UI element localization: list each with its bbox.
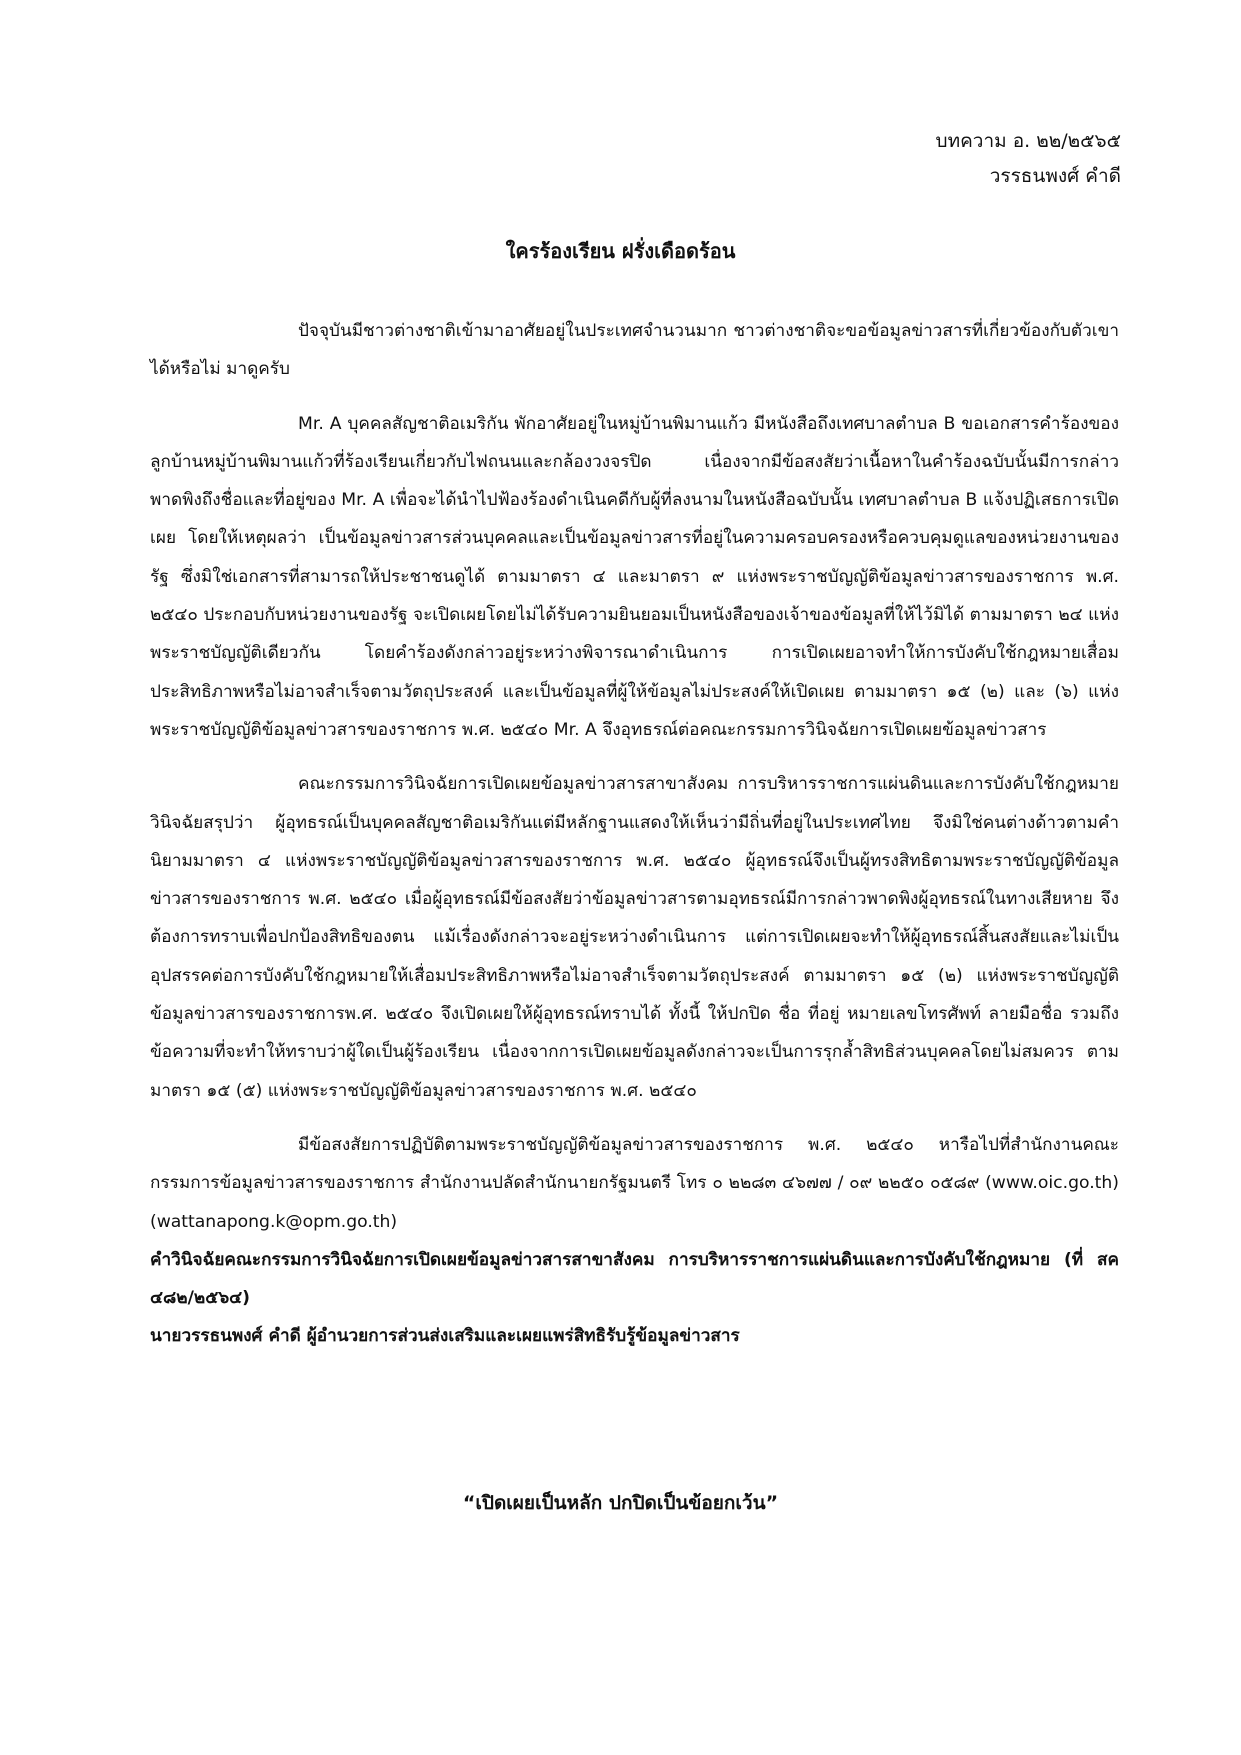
article-reference: บทความ อ. ๒๒/๒๕๖๕ <box>935 130 1121 152</box>
article-meta <box>936 124 1121 194</box>
author-title: นายวรรธนพงศ์ คำดี ผู้อำนวยการส่วนส่งเสริมและเผยแพร่สิทธิรับรู้ข้อมูลข่าวสาร <box>150 1326 740 1347</box>
paragraph-case-facts: Mr. A บุคคลสัญชาติอเมริกัน พักอาศัยอยู่ในหมู่บ้านพิมานแก้ว มีหนังสือถึงเทศบาลตำบล B ขอเอกสารคำร้องของลูกบ้านหมู่บ้านพิมานแก้วที่ร้องเรียนเกี่ยวกับไฟถนนและกล้องวงจรปิด เนื่องจากมีข้อสงสัยว่าเนื้อหาในคำร้องฉบับนั้นมีการกล่าวพาดพิงถึงชื่อและที่อยู่ของ Mr. A เพื่อจะได้นำไปฟ้องร้องดำเนินคดีกับผู้ที่ลงนามในหนังสือฉบับนั้น เทศบาลตำบล B แจ้งปฏิเสธการเปิดเผย โดยให้เหตุผลว่า เป็นข้อมูลข่าวสารส่วนบุคคลและเป็นข้อมูลข่าวสารที่อยู่ในความครอบครองหรือควบคุมดูแลของหน่วยงานของรัฐ ซึ่งมิใช่เอกสารที่สามารถให้ประชาชนดูได้ ตามมาตรา ๔ และมาตรา ๙ แห่งพระราชบัญญัติข้อมูลข่าวสารของราชการ พ.ศ. ๒๕๔๐ ประกอบกับหน่วยงานของรัฐ จะเปิดเผยโดยไม่ได้รับความยินยอมเป็นหนังสือของเจ้าของข้อมูลที่ให้ไว้มิได้ ตามมาตรา ๒๔ แห่งพระราชบัญญัติเดียวกัน โดยคำร้องดังกล่าวอยู่ระหว่างพิจารณาดำเนินการ การเปิดเผยอาจทำให้การบังคับใช้กฎหมายเสื่อมประสิทธิภาพหรือไม่อาจสำเร็จตามวัตถุประสงค์ และเป็นข้อมูลที่ผู้ให้ข้อมูลไม่ประสงค์ให้เปิดเผย ตามมาตรา ๑๕ (๒) และ (๖) แห่งพระราชบัญญัติข้อมูลข่าวสารของราชการ พ.ศ. ๒๕๔๐ Mr. A จึงอุทธรณ์ต่อคณะกรรมการวินิจฉัยการเปิดเผยข้อมูลข่าวสาร <box>150 413 1119 740</box>
paragraph-contact-info: มีข้อสงสัยการปฏิบัติตามพระราชบัญญัติข้อมูลข่าวสารของราชการ พ.ศ. ๒๕๔๐ หารือไปที่สำนักงานคณะกรรมการข้อมูลข่าวสารของราชการ สำนักงานปลัดสำนักนายกรัฐมนตรี โทร ๐ ๒๒๘๓ ๔๖๗๗ / ๐๙ ๒๒๕๐ ๐๕๘๙ (www.oic.go.th) (wattanapong.k@opm.go.th) <box>150 1134 1119 1232</box>
decision-reference: คำวินิจฉัยคณะกรรมการวินิจฉัยการเปิดเผยข้อมูลข่าวสารสาขาสังคม การบริหารราชการแผ่นดินและการบังคับใช้กฎหมาย (ที่ สค ๔๘๒/๒๕๖๔) <box>150 1249 1119 1309</box>
paragraph-committee-decision: คณะกรรมการวินิจฉัยการเปิดเผยข้อมูลข่าวสารสาขาสังคม การบริหารราชการแผ่นดินและการบังคับใช้กฎหมาย วินิจฉัยสรุปว่า ผู้อุทธรณ์เป็นบุคคลสัญชาติอเมริกันแต่มีหลักฐานแสดงให้เห็นว่ามีถิ่นที่อยู่ในประเทศไทย จึงมิใช่คนต่างด้าวตามคำนิยามมาตรา ๔ แห่งพระราชบัญญัติข้อมูลข่าวสารของราชการ พ.ศ. ๒๕๔๐ ผู้อุทธรณ์จึงเป็นผู้ทรงสิทธิตามพระราชบัญญัติข้อมูลข่าวสารของราชการ พ.ศ. ๒๕๔๐ เมื่อผู้อุทธรณ์มีข้อสงสัยว่าข้อมูลข่าวสารตามอุทธรณ์มีการกล่าวพาดพิงผู้อุทธรณ์ในทางเสียหาย จึงต้องการทราบเพื่อปกป้องสิทธิของตน แม้เรื่องดังกล่าวจะอยู่ระหว่างดำเนินการ แต่การเปิดเผยจะทำให้ผู้อุทธรณ์สิ้นสงสัยและไม่เป็นอุปสรรคต่อการบังคับใช้กฎหมายให้เสื่อมประสิทธิภาพหรือไม่อาจสำเร็จตามวัตถุประสงค์ ตามมาตรา ๑๕ (๒) แห่งพระราชบัญญัติข้อมูลข่าวสารของราชการพ.ศ. ๒๕๔๐ จึงเปิดเผยให้ผู้อุทธรณ์ทราบได้ ทั้งนี้ ให้ปกปิด ชื่อ ที่อยู่ หมายเลขโทรศัพท์ ลายมือชื่อ รวมถึงข้อความที่จะทำให้ทราบว่าผู้ใดเป็นผู้ร้องเรียน เนื่องจากการเปิดเผยข้อมูลดังกล่าวจะเป็นการรุกล้ำสิทธิส่วนบุคคลโดยไม่สมควร ตามมาตรา ๑๕ (๕) แห่งพระราชบัญญัติข้อมูลข่าวสารของราชการ พ.ศ. ๒๕๔๐ <box>150 774 1119 1101</box>
article-title: ใครร้องเรียน ฝรั่งเดือดร้อน <box>505 239 736 263</box>
paragraph-intro: ปัจจุบันมีชาวต่างชาติเข้ามาอาศัยอยู่ในประเทศจำนวนมาก ชาวต่างชาติจะขอข้อมูลข่าวสารที่เกี่ยวข้องกับตัวเขาได้หรือไม่ มาดูครับ <box>150 321 1119 380</box>
article-author: วรรธนพงศ์ คำดี <box>989 165 1121 187</box>
article-body <box>150 312 1119 1356</box>
motto-slogan: “เปิดเผยเป็นหลัก ปกปิดเป็นข้อยกเว้น” <box>462 1492 779 1514</box>
